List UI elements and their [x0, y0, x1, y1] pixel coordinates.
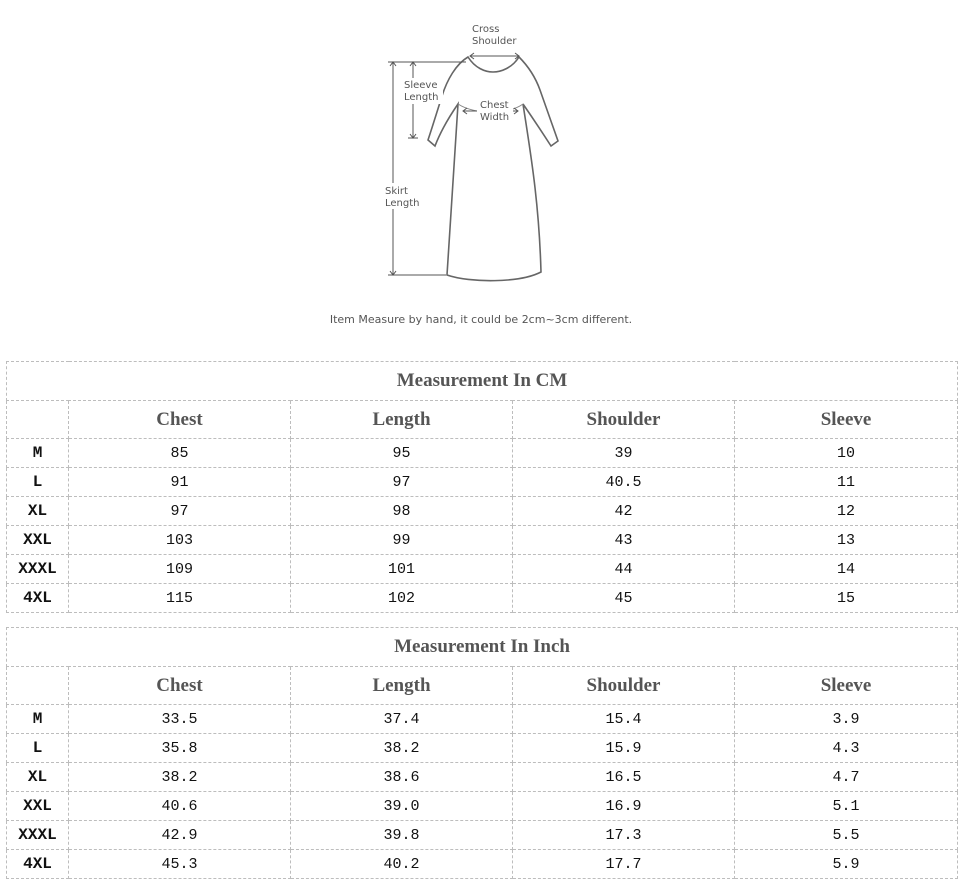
- value-cell: 35.8: [69, 734, 291, 763]
- value-cell: 97: [291, 468, 513, 497]
- size-cell: L: [7, 468, 69, 497]
- label-chest-width-1: Chest: [480, 100, 509, 111]
- label-cross-shoulder-1: Cross: [472, 24, 500, 35]
- value-cell: 101: [291, 555, 513, 584]
- header-cell: Sleeve: [735, 667, 958, 705]
- dress-outline: [428, 57, 558, 281]
- header-cell: Sleeve: [735, 401, 958, 439]
- size-cell: 4XL: [7, 584, 69, 613]
- value-cell: 109: [69, 555, 291, 584]
- value-cell: 39: [513, 439, 735, 468]
- value-cell: 44: [513, 555, 735, 584]
- value-cell: 5.5: [735, 821, 958, 850]
- size-cell: XXXL: [7, 821, 69, 850]
- size-cell: L: [7, 734, 69, 763]
- table-row: [7, 555, 958, 584]
- value-cell: 95: [291, 439, 513, 468]
- header-cell: [7, 667, 69, 705]
- label-sleeve-length-1: Sleeve: [404, 80, 438, 91]
- size-cell: XXL: [7, 526, 69, 555]
- value-cell: 17.7: [513, 850, 735, 879]
- table-row: [7, 792, 958, 821]
- value-cell: 45: [513, 584, 735, 613]
- table-row: [7, 734, 958, 763]
- value-cell: 3.9: [735, 705, 958, 734]
- value-cell: 15.9: [513, 734, 735, 763]
- value-cell: 11: [735, 468, 958, 497]
- dress-measurement-diagram: [0, 0, 962, 335]
- value-cell: 5.9: [735, 850, 958, 879]
- size-cell: 4XL: [7, 850, 69, 879]
- value-cell: 33.5: [69, 705, 291, 734]
- table-row: [7, 526, 958, 555]
- size-cell: XL: [7, 497, 69, 526]
- value-cell: 38.2: [69, 763, 291, 792]
- size-cell: XL: [7, 763, 69, 792]
- value-cell: 5.1: [735, 792, 958, 821]
- value-cell: 85: [69, 439, 291, 468]
- size-table-inch: [6, 627, 958, 879]
- table-row: [7, 705, 958, 734]
- table-title-inch: Measurement In Inch: [7, 628, 958, 667]
- table-row: [7, 763, 958, 792]
- value-cell: 115: [69, 584, 291, 613]
- label-cross-shoulder-2: Shoulder: [472, 36, 517, 47]
- table-row: [7, 584, 958, 613]
- table-row: [7, 850, 958, 879]
- header-cell: [7, 401, 69, 439]
- value-cell: 17.3: [513, 821, 735, 850]
- value-cell: 42.9: [69, 821, 291, 850]
- value-cell: 4.3: [735, 734, 958, 763]
- value-cell: 102: [291, 584, 513, 613]
- value-cell: 42: [513, 497, 735, 526]
- table-row: [7, 439, 958, 468]
- label-sleeve-length-2: Length: [404, 92, 439, 103]
- value-cell: 39.0: [291, 792, 513, 821]
- header-row: [7, 667, 958, 705]
- table-row: [7, 497, 958, 526]
- header-cell: Shoulder: [513, 401, 735, 439]
- measure-note: Item Measure by hand, it could be 2cm~3cm different.: [329, 313, 633, 326]
- value-cell: 16.9: [513, 792, 735, 821]
- value-cell: 10: [735, 439, 958, 468]
- value-cell: 40.2: [291, 850, 513, 879]
- table-row: [7, 468, 958, 497]
- value-cell: 4.7: [735, 763, 958, 792]
- header-cell: Chest: [69, 667, 291, 705]
- size-cell: M: [7, 705, 69, 734]
- table-row: [7, 821, 958, 850]
- value-cell: 99: [291, 526, 513, 555]
- value-cell: 38.2: [291, 734, 513, 763]
- table-title-cm: Measurement In CM: [7, 362, 958, 401]
- size-cell: XXL: [7, 792, 69, 821]
- label-skirt-length-2: Length: [385, 198, 420, 209]
- value-cell: 43: [513, 526, 735, 555]
- header-cell: Length: [291, 667, 513, 705]
- header-cell: Chest: [69, 401, 291, 439]
- value-cell: 12: [735, 497, 958, 526]
- label-skirt-length-1: Skirt: [385, 186, 408, 197]
- header-cell: Length: [291, 401, 513, 439]
- value-cell: 39.8: [291, 821, 513, 850]
- value-cell: 16.5: [513, 763, 735, 792]
- size-table-cm: [6, 361, 958, 613]
- value-cell: 97: [69, 497, 291, 526]
- value-cell: 37.4: [291, 705, 513, 734]
- value-cell: 103: [69, 526, 291, 555]
- value-cell: 40.5: [513, 468, 735, 497]
- value-cell: 91: [69, 468, 291, 497]
- size-cell: XXXL: [7, 555, 69, 584]
- value-cell: 13: [735, 526, 958, 555]
- header-row: [7, 401, 958, 439]
- label-chest-width-2: Width: [480, 112, 510, 123]
- value-cell: 15.4: [513, 705, 735, 734]
- value-cell: 38.6: [291, 763, 513, 792]
- value-cell: 45.3: [69, 850, 291, 879]
- value-cell: 14: [735, 555, 958, 584]
- value-cell: 15: [735, 584, 958, 613]
- size-cell: M: [7, 439, 69, 468]
- value-cell: 98: [291, 497, 513, 526]
- value-cell: 40.6: [69, 792, 291, 821]
- header-cell: Shoulder: [513, 667, 735, 705]
